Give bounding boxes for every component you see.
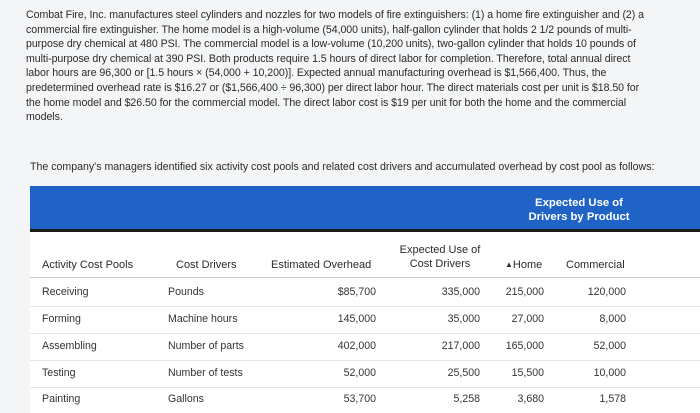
col-header-home (505, 258, 542, 272)
lead-text: The company's managers identified six activity cost pools and related cost drivers and accumulated overhead by cost pool as follows: (30, 161, 655, 173)
cell-pool: Painting (42, 393, 81, 405)
table-header-band (30, 186, 700, 232)
intro-line: predetermined overhead rate is $16.27 or ($1,566,400 ÷ 96,300) per direct labor hour. The direct materials cost per unit is $18.50 for (26, 81, 640, 94)
cell-overhead: 402,000 (337, 340, 376, 352)
col-header-commercial: Commercial (566, 259, 625, 271)
cell-home: 165,000 (505, 340, 544, 352)
col-header-pool: Activity Cost Pools (42, 259, 134, 271)
cost-pool-table (30, 232, 700, 413)
product-group-header (514, 196, 644, 224)
col-header-overhead: Estimated Overhead (271, 259, 372, 271)
cell-expected: 5,258 (453, 393, 480, 405)
cell-commercial: 1,578 (599, 393, 626, 405)
intro-line: commercial fire extinguisher. The home model is a high-volume (54,000 units), half-gallon cylinder that holds 2 1/2 pounds of multi- (26, 23, 632, 36)
cell-overhead: 53,700 (343, 393, 376, 405)
cell-overhead: $85,700 (337, 286, 376, 298)
cell-overhead: 145,000 (337, 313, 376, 325)
cell-pool: Receiving (42, 286, 89, 298)
cell-expected: 25,500 (447, 367, 480, 379)
cell-home: 15,500 (511, 367, 544, 379)
cell-home: 215,000 (505, 286, 544, 298)
group-header-line: Drivers by Product (528, 211, 630, 223)
intro-line: purpose dry chemical at 480 PSI. The commercial model is a low-volume (10,200 units), two-gallon cylinder that holds 10 pounds of (26, 38, 636, 51)
col-header-expected (394, 243, 486, 271)
intro-line: labor hours are 96,300 or [1.5 hours × (54,000 + 10,200)]. Expected annual manufacturing overhead is $1,566,400. Thus, the (26, 67, 607, 80)
problem-intro (26, 8, 694, 125)
cell-home: 3,680 (517, 393, 544, 405)
cell-driver: Pounds (168, 286, 204, 298)
cell-driver: Gallons (168, 393, 204, 405)
cell-expected: 335,000 (441, 286, 480, 298)
cell-pool: Assembling (42, 340, 97, 352)
table-row (30, 280, 700, 306)
header-divider (30, 277, 700, 278)
cell-driver: Machine hours (168, 313, 238, 325)
cell-commercial: 10,000 (593, 367, 626, 379)
intro-line: the home model and $26.50 for the commercial model. The direct labor cost is $19 per unit for both the home and the commercial (26, 96, 627, 109)
intro-line: Combat Fire, Inc. manufactures steel cylinders and nozzles for two models of fire extinguishers: (1) a home fire extinguisher and (2) a (26, 9, 644, 21)
cell-driver: Number of tests (168, 367, 243, 379)
table-row (30, 334, 700, 360)
cell-commercial: 8,000 (599, 313, 626, 325)
table-row (30, 307, 700, 333)
cell-pool: Forming (42, 313, 81, 325)
cell-driver: Number of parts (168, 340, 244, 352)
col-header-expected-line: Expected Use of (399, 244, 481, 256)
cell-overhead: 52,000 (343, 367, 376, 379)
cell-pool: Testing (42, 367, 76, 379)
cell-expected: 35,000 (447, 313, 480, 325)
col-header-home-label: Home (512, 259, 543, 271)
cell-commercial: 52,000 (593, 340, 626, 352)
table-row (30, 387, 700, 413)
cell-commercial: 120,000 (587, 286, 626, 298)
group-header-line: Expected Use of (535, 197, 623, 209)
col-header-expected-line: Cost Drivers (409, 258, 471, 270)
col-header-driver: Cost Drivers (176, 259, 237, 271)
intro-line: multi-purpose dry chemical at 390 PSI. Both products require 1.5 hours of direct labor for completion. Therefore, total annual direct (26, 52, 631, 65)
cursor-arrow-icon: ▲ (505, 260, 513, 269)
table-row (30, 361, 700, 387)
cell-expected: 217,000 (441, 340, 480, 352)
intro-line: models. (26, 111, 63, 124)
cell-home: 27,000 (511, 313, 544, 325)
